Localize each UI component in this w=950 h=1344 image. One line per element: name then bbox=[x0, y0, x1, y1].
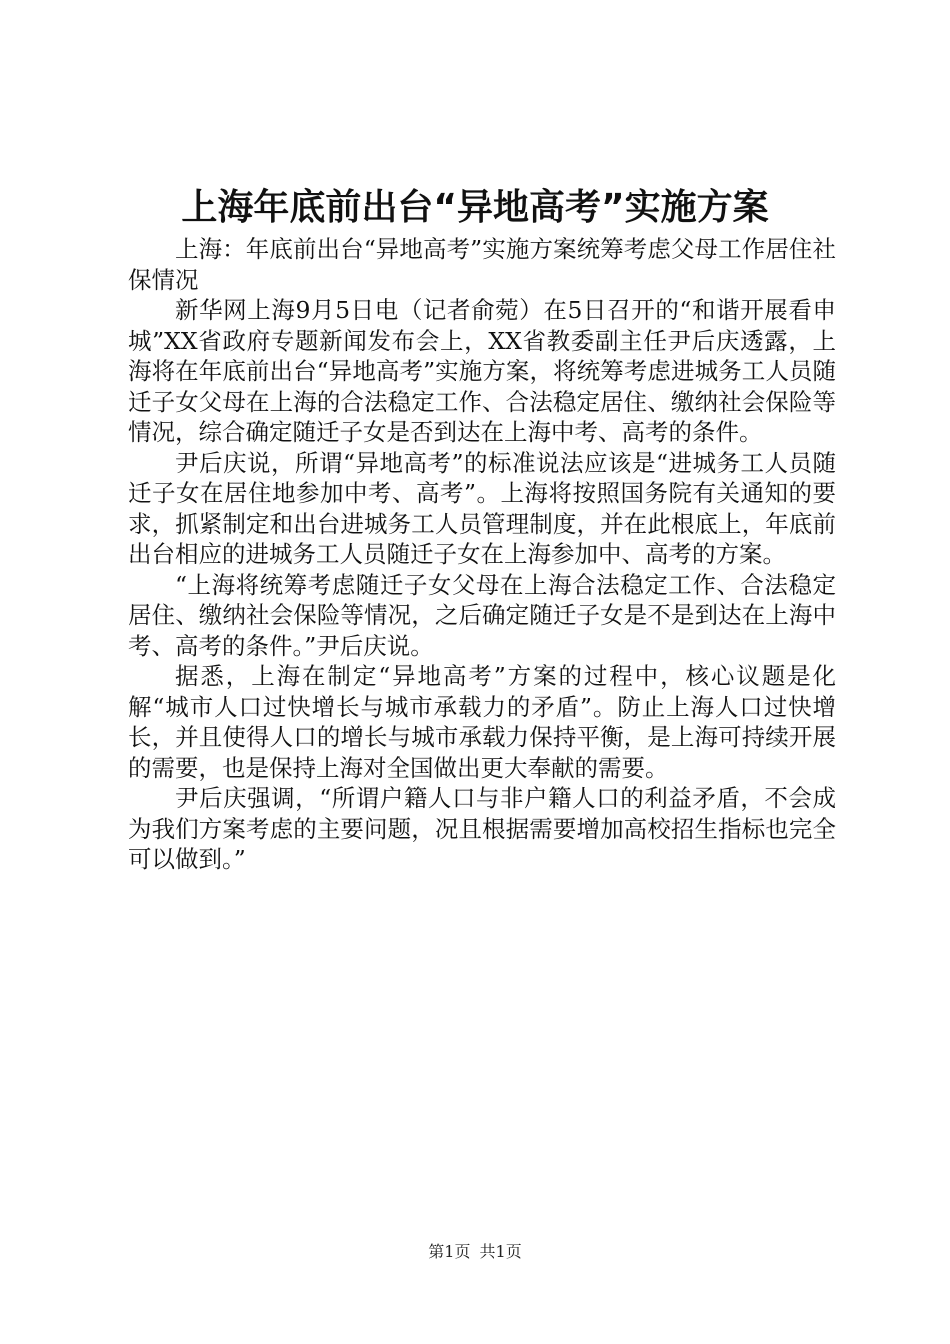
page-footer bbox=[0, 1241, 950, 1263]
paragraph: “上海将统筹考虑随迁子女父母在上海合法稳定工作、合法稳定居住、缴纳社会保险等情况，之后确定随迁子女是不是到达在上海中考、高考的条件。”尹后庆说。 bbox=[128, 570, 836, 660]
paragraph: 新华网上海9月5日电（记者俞菀）在5日召开的“和谐开展看申城”XX省政府专题新闻发布会上，XX省教委副主任尹后庆透露，上海将在年底前出台“异地高考”实施方案，将统筹考虑进城务工人员随迁子女父母在上海的合法稳定工作、合法稳定居住、缴纳社会保险等情况，综合确定随迁子女是否到达在上海中考、高考的条件。 bbox=[128, 296, 836, 446]
paragraph: 尹后庆强调，“所谓户籍人口与非户籍人口的利益矛盾，不会成为我们方案考虑的主要问题，况且根据需要增加高校招生指标也完全可以做到。” bbox=[128, 784, 836, 873]
document-body bbox=[128, 234, 836, 875]
paragraph: 尹后庆说，所谓“异地高考”的标准说法应该是“进城务工人员随迁子女在居住地参加中考、高考”。上海将按照国务院有关通知的要求，抓紧制定和出台进城务工人员管理制度，并在此根底上，年底前出台相应的进城务工人员随迁子女在上海参加中、高考的方案。 bbox=[128, 448, 836, 568]
paragraph: 据悉，上海在制定“异地高考”方案的过程中，核心议题是化解“城市人口过快增长与城市承载力的矛盾”。防止上海人口过快增长，并且使得人口的增长与城市承载力保持平衡，是上海可持续开展的需要，也是保持上海对全国做出更大奉献的需要。 bbox=[128, 662, 836, 782]
document-title: 上海年底前出台“异地高考”实施方案 bbox=[181, 187, 769, 228]
page-number: 第1页 bbox=[428, 1242, 471, 1261]
paragraph: 上海：年底前出台“异地高考”实施方案统筹考虑父母工作居住社保情况 bbox=[128, 235, 836, 294]
page-total: 共1页 bbox=[479, 1242, 522, 1261]
